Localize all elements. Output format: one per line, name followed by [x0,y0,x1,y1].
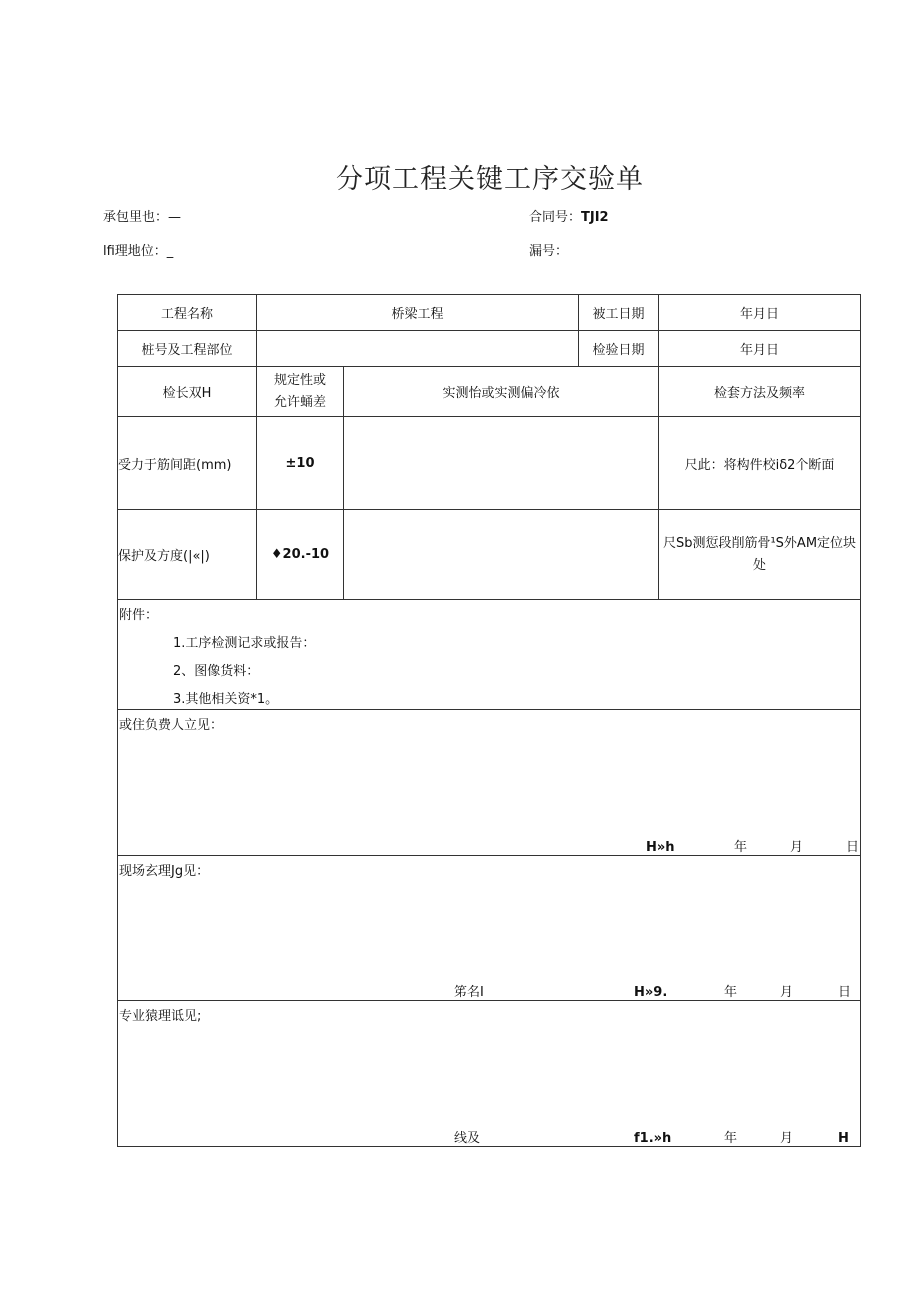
column-header-spec [257,367,344,417]
attachment-item: 3.其他相关资*1。 [173,692,279,707]
inspection-method-line1: 尺此：将构件校iδ2个断面 [684,457,835,473]
table-row [118,417,861,510]
spec-value: ♦20.-10 [257,510,344,600]
inspection-method-line1: 尺Sb测愆段削筋骨¹S外AM定位块 [662,535,857,551]
column-header-measured: 实测怡或实测偏冷依 [344,367,659,417]
attachments-row [118,600,861,710]
attachment-item: 2、图像货料： [173,664,260,679]
pile-location-value [257,331,579,367]
inspection-date-value: 年月日 [659,331,861,367]
measured-value [344,510,659,600]
date-month: 月 [780,1131,794,1146]
inspection-method [659,510,861,600]
attachment-item: 1.工序检测记求或报告： [173,636,316,651]
project-name-label: 工程名称 [118,295,257,331]
project-name-value: 桥梁工程 [257,295,579,331]
opinion-label: 或住负费人立见： [119,718,224,733]
page-title: 分项工程关键工序交验单 [336,164,644,195]
contract-number-label: 合同号： [529,210,582,225]
inspection-method-line2: 处 [753,557,767,573]
construction-date-value: 年月日 [659,295,861,331]
signature-label: 线及 [454,1131,481,1146]
inspection-method [659,417,861,510]
signature-label: 笫名I [454,985,484,1000]
inspection-item: 保护及方度(|«|) [118,510,257,600]
date-prefix: H»9. [634,985,668,1000]
serial-number-label: 漏号： [529,244,569,259]
site-manager-opinion [118,710,861,856]
date-day: H [838,1131,849,1146]
table-row [118,295,861,331]
date-day: 日 [846,840,860,855]
column-header-item: 检长双H [118,367,257,417]
date-month: 月 [780,985,794,1000]
pile-location-label: 桩号及工程部位 [118,331,257,367]
column-header-spec-line2: 允许蛹差 [273,394,326,410]
opinion-label: 现场玄理Jg见： [119,864,210,879]
spec-value: ±10 [257,417,344,510]
column-header-method: 检套方法及频率 [659,367,861,417]
date-year: 年 [724,985,738,1000]
specialist-supervisor-opinion [118,1001,861,1147]
contract-number [529,206,609,225]
inspection-date-label: 检验日期 [579,331,659,367]
construction-date-label: 被工日期 [579,295,659,331]
opinion-label: 专业猿理诋见; [119,1009,202,1024]
attachments-section [118,600,861,710]
contract-number-value: TJI2 [581,210,609,225]
opinion-row [118,1001,861,1147]
date-day: 日 [838,985,852,1000]
date-year: 年 [724,1131,738,1146]
table-row [118,331,861,367]
supervisor-label: lfi理地位：_ [103,244,174,259]
opinion-row [118,710,861,856]
table-header-row [118,367,861,417]
measured-value [344,417,659,510]
date-year: 年 [734,840,748,855]
inspection-form-table [117,294,861,1147]
table-row [118,510,861,600]
opinion-row [118,856,861,1001]
column-header-spec-line1: 规定性或 [273,372,326,388]
date-prefix: f1.»h [634,1131,672,1146]
date-prefix: H»h [646,840,675,855]
contractor-label: 承包里也：— [103,210,182,225]
attachments-label: 附件： [119,608,159,623]
inspection-item: 受力于筋间距(mm) [118,417,257,510]
date-month: 月 [790,840,804,855]
site-supervisor-opinion [118,856,861,1001]
